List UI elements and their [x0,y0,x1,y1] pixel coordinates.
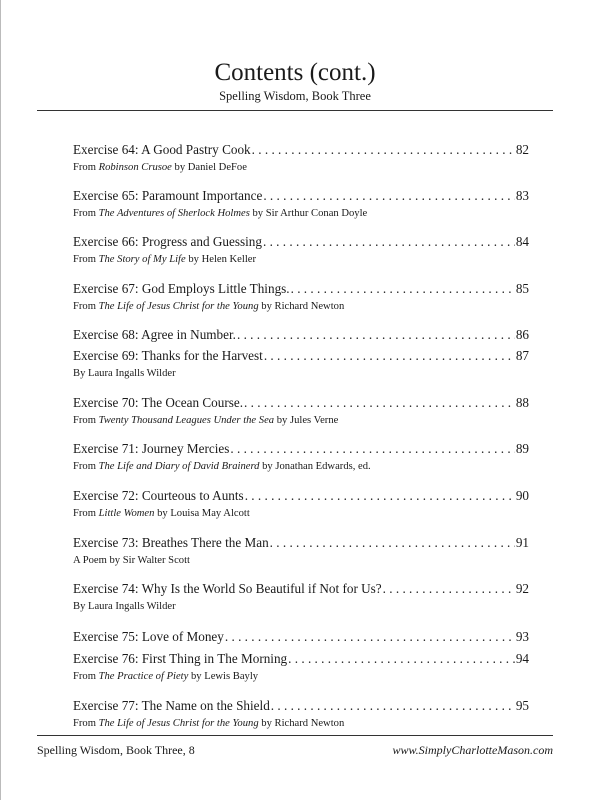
leader-dots [245,488,515,504]
entry-page: 91 [515,535,529,550]
entry-source: A Poem by Sir Walter Scott [73,555,190,566]
leader-dots [244,395,515,411]
toc-entry [73,535,529,568]
entry-source: From Twenty Thousand Leagues Under the Sea by Jules Verne [73,415,339,426]
toc-entry [73,395,529,428]
entry-source: From The Practice of Piety by Lewis Bayly [73,671,259,682]
top-rule [37,110,553,111]
entry-title: Exercise 64: A Good Pastry Cook [73,142,251,157]
toc-entry [73,441,529,474]
toc-entry [73,188,529,221]
entry-page: 95 [515,698,529,713]
entry-title: Exercise 76: First Thing in The Morning [73,651,288,666]
entry-title: Exercise 77: The Name on the Shield [73,698,270,713]
leader-dots [263,188,514,204]
entry-page: 86 [515,327,529,342]
entry-title: Exercise 74: Why Is the World So Beautiful if Not for Us? [73,581,382,596]
page-title: Contents (cont.) [214,59,376,86]
entry-source: From The Life and Diary of David Brainerd by Jonathan Edwards, ed. [73,461,371,472]
leader-dots [263,234,515,250]
leader-dots [237,327,515,343]
leader-dots [230,441,514,457]
toc-entry [73,581,529,614]
entry-page: 93 [515,629,529,644]
entry-source: By Laura Ingalls Wilder [73,601,176,612]
toc-entry [73,348,529,381]
toc-entry [73,488,529,521]
toc-entry [73,142,529,175]
entry-page: 89 [515,441,529,456]
entry-source: From Robinson Crusoe by Daniel DeFoe [73,162,247,173]
footer-website: www.SimplyCharlotteMason.com [392,743,553,757]
page-subtitle: Spelling Wisdom, Book Three [219,89,371,103]
toc-entry [73,629,529,645]
entry-title: Exercise 67: God Employs Little Things. [73,281,290,296]
entry-page: 83 [515,188,529,203]
toc-entry [73,651,529,684]
footer-book-page: Spelling Wisdom, Book Three, 8 [37,743,195,757]
leader-dots [288,651,515,667]
entry-title: Exercise 72: Courteous to Aunts [73,488,244,503]
toc-entry [73,327,529,343]
page-footer [37,743,553,758]
entry-page: 90 [515,488,529,503]
entry-page: 92 [515,581,529,596]
entry-source: From The Story of My Life by Helen Keller [73,254,257,265]
bottom-rule [37,735,553,736]
entry-title: Exercise 65: Paramount Importance [73,188,263,203]
entry-page: 85 [515,281,529,296]
leader-dots [291,281,515,297]
leader-dots [383,581,515,597]
toc-entry [73,281,529,314]
entry-title: Exercise 75: Love of Money [73,629,224,644]
entry-title: Exercise 70: The Ocean Course. [73,395,244,410]
leader-dots [271,698,515,714]
entry-title: Exercise 73: Breathes There the Man [73,535,269,550]
leader-dots [225,629,515,645]
leader-dots [264,348,515,364]
entry-source: From The Life of Jesus Christ for the Young by Richard Newton [73,718,345,729]
toc-entry [73,234,529,267]
toc-entry [73,698,529,731]
leader-dots [252,142,515,158]
entry-title: Exercise 66: Progress and Guessing [73,234,262,249]
entry-source: From Little Women by Louisa May Alcott [73,508,250,519]
entry-source: From The Adventures of Sherlock Holmes by Sir Arthur Conan Doyle [73,208,368,219]
entry-page: 84 [515,234,529,249]
entry-page: 94 [515,651,529,666]
entry-page: 82 [515,142,529,157]
entry-source: From The Life of Jesus Christ for the Young by Richard Newton [73,301,345,312]
entry-title: Exercise 68: Agree in Number. [73,327,236,342]
entry-source: By Laura Ingalls Wilder [73,368,176,379]
entry-title: Exercise 69: Thanks for the Harvest [73,348,263,363]
entry-page: 87 [515,348,529,363]
leader-dots [270,535,515,551]
entry-page: 88 [515,395,529,410]
entry-title: Exercise 71: Journey Mercies [73,441,230,456]
